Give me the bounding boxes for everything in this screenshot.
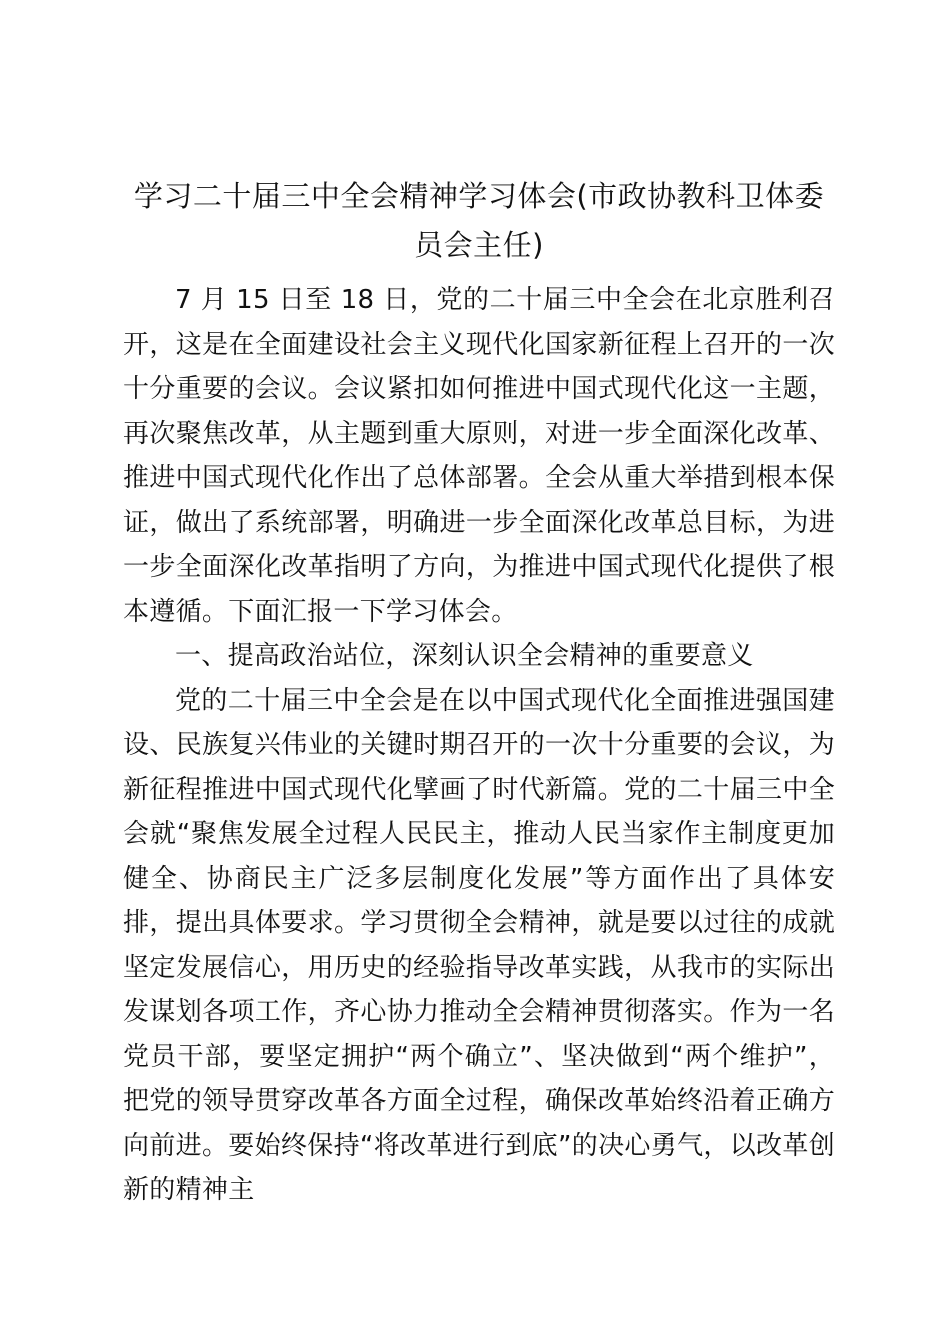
section-heading-1: 一、提高政治站位，深刻认识全会精神的重要意义 — [175, 641, 754, 671]
document-body — [123, 172, 835, 1213]
document-title: 学习二十届三中全会精神学习体会(市政协教科卫体委员会主任) — [133, 179, 825, 262]
paragraph-intro: 7 月 15 日至 18 日，党的二十届三中全会在北京胜利召开，这是在全面建设社会主义现代化国家新征程上召开的一次十分重要的会议。会议紧扣如何推进中国式现代化这一主题，再次聚焦改革，从主题到重大原则，对进一步全面深化改革、推进中国式现代化作出了总体部署。全会从重大举措到根本保证，做出了系统部署，明确进一步全面深化改革总目标，为进一步全面深化改革指明了方向，为推进中国式现代化提供了根本遵循。下面汇报一下学习体会。 — [123, 285, 835, 627]
paragraph-section-1: 党的二十届三中全会是在以中国式现代化全面推进强国建设、民族复兴伟业的关键时期召开的一次十分重要的会议，为新征程推进中国式现代化擘画了时代新篇。党的二十届三中全会就“聚焦发展全过程人民民主，推动人民当家作主制度更加健全、协商民主广泛多层制度化发展”等方面作出了具体安排，提出具体要求。学习贯彻全会精神，就是要以过往的成就坚定发展信心，用历史的经验指导改革实践，从我市的实际出发谋划各项工作，齐心协力推动全会精神贯彻落实。作为一名党员干部，要坚定拥护“两个确立”、坚决做到“两个维护”，把党的领导贯穿改革各方面全过程，确保改革始终沿着正确方向前进。要始终保持“将改革进行到底”的决心勇气，以改革创新的精神主 — [123, 685, 835, 1205]
